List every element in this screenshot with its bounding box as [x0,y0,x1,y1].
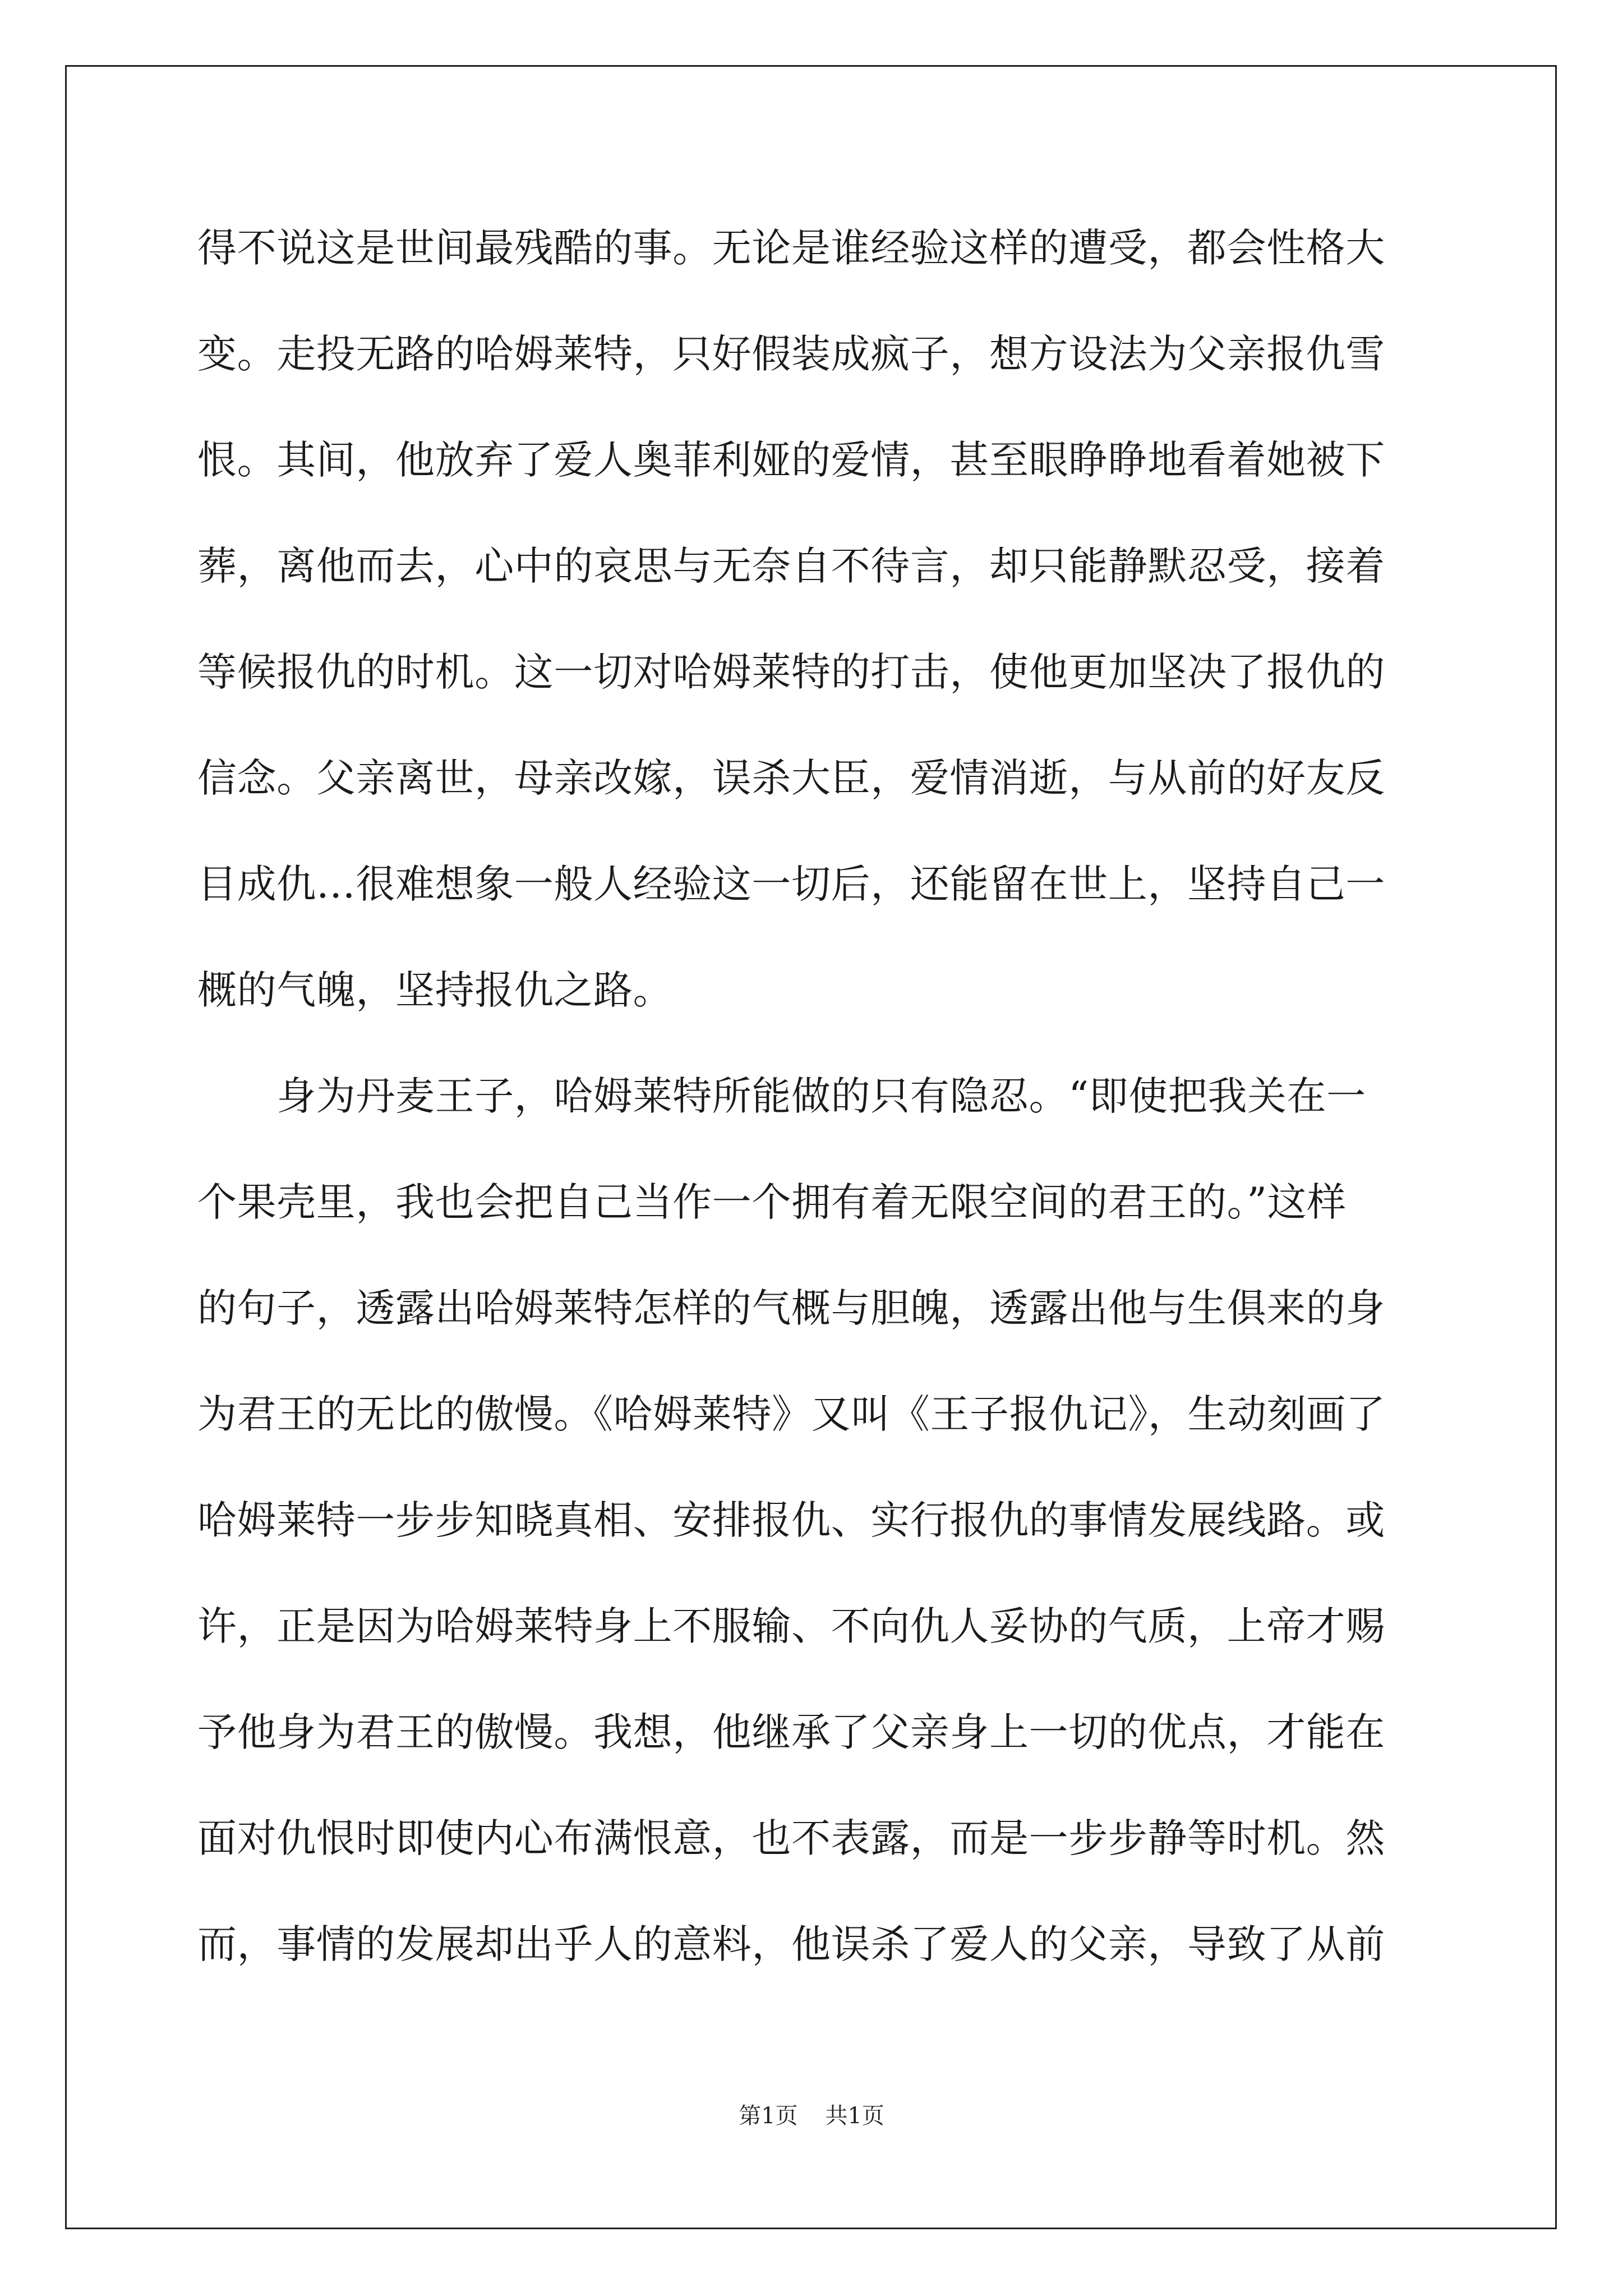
text-line: 目成仇…很难想象一般人经验这一切后，还能留在世上，坚持自己一 [197,861,1385,907]
text-line: 面对仇恨时即使内心布满恨意，也不表露，而是一步步静等时机。然 [197,1815,1385,1861]
text-line: 身为丹麦王子，哈姆莱特所能做的只有隐忍。“即使把我关在一 [197,1073,1366,1119]
body-text [197,209,1431,2011]
text-line: 得不说这是世间最残酷的事。无论是谁经验这样的遭受，都会性格大 [197,225,1385,271]
text-line: 概的气魄，坚持报仇之路。 [197,967,673,1013]
text-line: 变。走投无路的哈姆莱特，只好假装成疯子，想方设法为父亲报仇雪 [197,331,1385,377]
text-line: 葬，离他而去，心中的哀思与无奈自不待言，却只能静默忍受，接着 [197,543,1385,589]
text-line: 哈姆莱特一步步知晓真相、安排报仇、实行报仇的事情发展线路。或 [197,1497,1385,1543]
text-line: 而，事情的发展却出乎人的意料，他误杀了爱人的父亲，导致了从前 [197,1921,1385,1967]
text-line: 等候报仇的时机。这一切对哈姆莱特的打击，使他更加坚决了报仇的 [197,649,1385,695]
text-line: 恨。其间，他放弃了爱人奥菲利娅的爱情，甚至眼睁睁地看着她被下 [197,437,1385,483]
text-line: 信念。父亲离世，母亲改嫁，误杀大臣，爱情消逝，与从前的好友反 [197,755,1385,801]
page-footer [0,2099,1623,2133]
text-line: 的句子，透露出哈姆莱特怎样的气概与胆魄，透露出他与生俱来的身 [197,1285,1385,1331]
text-line: 为君王的无比的傲慢。《哈姆莱特》又叫《王子报仇记》，生动刻画了 [197,1391,1386,1437]
page-number: 第1页 [739,2103,798,2129]
text-line: 许，正是因为哈姆莱特身上不服输、不向仇人妥协的气质，上帝才赐 [197,1603,1385,1649]
text-line: 个果壳里，我也会把自己当作一个拥有着无限空间的君王的。”这样 [197,1179,1347,1225]
text-line: 予他身为君王的傲慢。我想，他继承了父亲身上一切的优点，才能在 [197,1709,1385,1755]
page-total: 共1页 [825,2103,884,2129]
